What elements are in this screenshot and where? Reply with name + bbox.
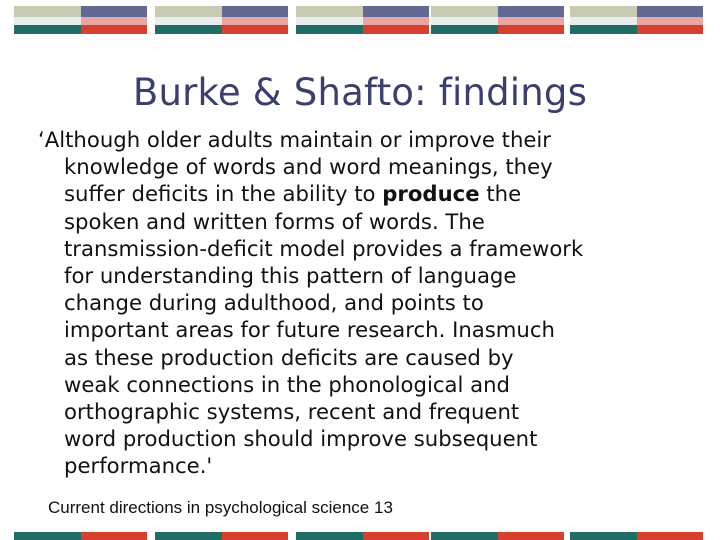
stripe-block [155, 6, 288, 34]
stripe-block [14, 532, 147, 540]
quote-line: spoken and written forms of words. The [64, 208, 485, 234]
stripe-block [155, 532, 288, 540]
stripe-block [570, 532, 703, 540]
source-citation: Current directions in psychological science 13 [48, 498, 393, 517]
quote-line: important areas for future research. Inasmuch [64, 317, 555, 343]
quote-line-with-emphasis [38, 180, 678, 207]
quote-line: change during adulthood, and points to [64, 290, 484, 316]
quote-line-end: the [479, 181, 522, 207]
stripe-block [296, 532, 429, 540]
stripe-block [431, 532, 564, 540]
quote-line: orthographic systems, recent and frequent [64, 399, 520, 425]
emphasis-word: produce [382, 181, 480, 207]
quote-line: ‘Although older adults maintain or improve their [38, 127, 552, 152]
quote-line: as these production deficits are caused by [64, 344, 514, 370]
stripe-block [296, 6, 429, 34]
stripe-block [431, 6, 564, 34]
stripe-block [14, 6, 147, 34]
quote-line: weak connections in the phonological and [64, 371, 510, 397]
slide-title: Burke & Shafto: findings [132, 71, 588, 114]
top-decorative-band [0, 0, 720, 40]
quote-line: performance.' [64, 453, 213, 479]
stripe-block [570, 6, 703, 34]
quote-line: transmission-deficit model provides a framework [64, 235, 584, 261]
quote-text [38, 126, 678, 480]
bottom-decorative-band [0, 532, 720, 540]
quote-line: for understanding this pattern of language [64, 263, 517, 289]
quote-line: knowledge of words and word meanings, they [64, 154, 553, 180]
quote-line: word production should improve subsequent [64, 426, 538, 452]
quote-line-start: suffer deficits in the ability to [64, 181, 383, 207]
